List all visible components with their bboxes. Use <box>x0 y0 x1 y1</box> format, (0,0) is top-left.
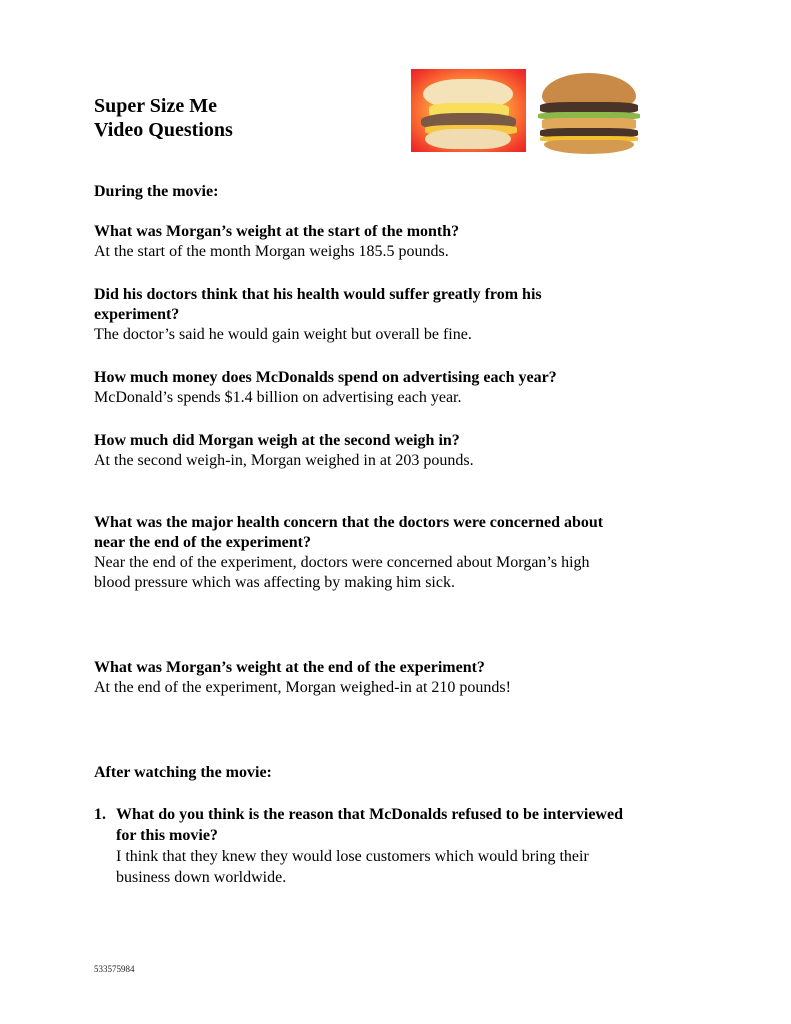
question-block <box>94 513 603 593</box>
section-heading-during: During the movie: <box>94 183 219 200</box>
question-text: near the end of the experiment? <box>94 534 311 551</box>
page-title <box>94 94 233 142</box>
answer-text: business down worldwide. <box>116 869 287 886</box>
question-block <box>94 431 474 471</box>
question-text: How much did Morgan weigh at the second weigh in? <box>94 432 460 449</box>
answer-text: blood pressure which was affecting by making him sick. <box>94 574 455 591</box>
answer-text: McDonald’s spends $1.4 billion on advertising each year. <box>94 389 462 406</box>
answer-text: Near the end of the experiment, doctors were concerned about Morgan’s high <box>94 554 590 571</box>
question-block <box>94 222 459 262</box>
question-text: What do you think is the reason that McDonalds refused to be interviewed <box>116 806 623 823</box>
question-text: experiment? <box>94 306 180 323</box>
question-text: How much money does McDonalds spend on advertising each year? <box>94 369 557 386</box>
answer-text: I think that they knew they would lose customers which would bring their <box>116 848 589 865</box>
footer-document-id: 533575984 <box>94 964 135 974</box>
title-line-1: Super Size Me <box>94 95 217 117</box>
question-block <box>94 285 542 345</box>
answer-text: At the start of the month Morgan weighs 185.5 pounds. <box>94 243 449 260</box>
answer-text: At the end of the experiment, Morgan weighed-in at 210 pounds! <box>94 679 511 696</box>
numbered-question <box>94 804 714 888</box>
question-block <box>94 368 557 408</box>
question-text: for this movie? <box>116 827 218 844</box>
list-number: 1. <box>94 806 106 823</box>
egg-mcmuffin-image <box>411 69 526 152</box>
answer-text: The doctor’s said he would gain weight but overall be fine. <box>94 326 472 343</box>
answer-text: At the second weigh-in, Morgan weighed in at 203 pounds. <box>94 452 474 469</box>
question-text: Did his doctors think that his health would suffer greatly from his <box>94 286 542 303</box>
question-text: What was Morgan’s weight at the start of the month? <box>94 223 460 240</box>
question-block <box>94 658 511 698</box>
title-line-2: Video Questions <box>94 119 233 141</box>
question-text: What was the major health concern that the doctors were concerned about <box>94 514 604 531</box>
section-heading-after: After watching the movie: <box>94 764 272 781</box>
big-mac-image <box>532 70 644 156</box>
question-text: What was Morgan’s weight at the end of the experiment? <box>94 659 485 676</box>
